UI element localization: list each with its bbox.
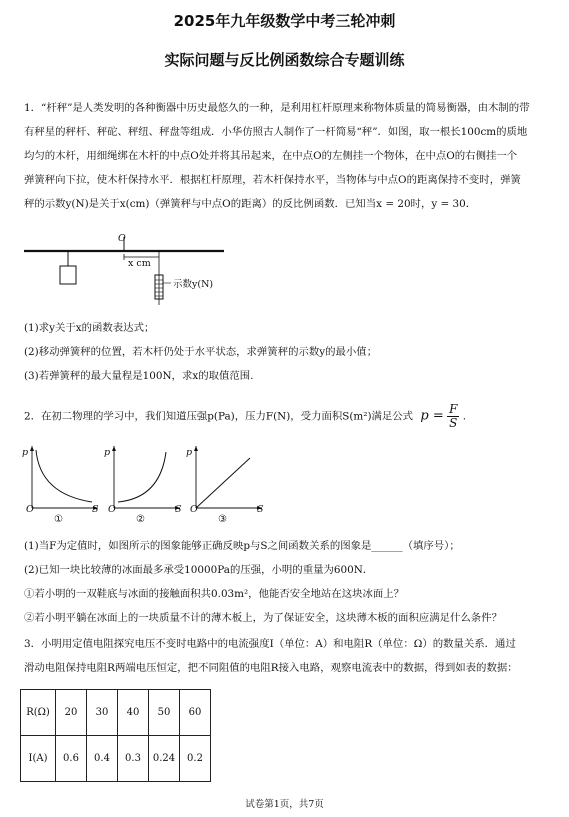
q3-line: 3．小明用定值电阻探究电压不变时电路中的电流强度I（单位：A）和电阻R（单位：Ω）的数量关系．通过	[24, 638, 516, 650]
q3-line: 滑动电阻保持电阻R两端电压恒定，把不同阻值的电阻R接入电路，观察电流表中的数据，得到如表的数据：	[24, 662, 518, 674]
q1-part-1: (1)求y关于x的函数表达式；	[24, 322, 155, 334]
q2-intro-text: 2．在初二物理的学习中，我们知道压强p(Pa)，压力F(N)，受力面积S(m²)满足公式	[24, 410, 414, 423]
q2-part-2a: ①若小明的一双鞋底与冰面的接触面积共0.03m²，他能否安全地站在这块冰面上？	[24, 588, 405, 600]
q2-part-1: (1)当F为定值时，如图所示的图象能够正确反映p与S之间函数关系的图象是______（填序号）；	[24, 540, 460, 552]
q2-part-2b: ②若小明平躺在冰面上的一块质量不计的薄木板上，为了保证安全，这块薄木板的面积应满足什么条件？	[24, 612, 502, 624]
graph-3-y: p	[186, 447, 193, 458]
q1-line: 均匀的木杆，用细绳绑在木杆的中点O处并将其吊起来，在中点O的左侧挂一个物体，在中点O的右侧挂一个	[24, 150, 518, 162]
q1-line: 1．“杆秤”是人类发明的各种衡器中历史最悠久的一种，是利用杠杆原理来称物体质量的简易衡器，由木制的带	[24, 102, 530, 114]
q1-line: 秤的示数y(N)是关于x(cm)（弹簧秤与中点O的距离）的反比例函数．已知当x = 20时，y = 30．	[24, 198, 477, 210]
pivot-o-label: O	[118, 233, 126, 244]
steelyard-figure	[24, 233, 254, 313]
q1-part-2: (2)移动弹簧秤的位置，若木杆仍处于水平状态，求弹簧秤的示数y的最小值；	[24, 346, 378, 358]
q1-line: 有秤星的秤杆、秤砣、秤纽、秤盘等组成．小华仿照古人制作了一杆简易“秤”．如图，取一根长100cm的质地	[24, 126, 528, 138]
pressure-formula	[420, 403, 466, 430]
table-row	[21, 736, 211, 782]
table-cell: 60	[180, 690, 211, 736]
table-cell: 0.2	[180, 736, 211, 782]
table-cell: 0.6	[56, 736, 87, 782]
table-row	[21, 690, 211, 736]
question-3-text	[24, 632, 552, 680]
table-cell: 30	[87, 690, 118, 736]
graph-3-caption: ③	[218, 514, 227, 525]
table-cell: 50	[149, 690, 180, 736]
question-1-parts	[24, 316, 552, 388]
table-cell: 0.4	[87, 736, 118, 782]
table-cell: R(Ω)	[21, 690, 56, 736]
page-subtitle: 实际问题与反比例函数综合专题训练	[164, 51, 405, 69]
question-2-intro	[24, 403, 552, 430]
q1-line: 弹簧秤向下拉，使木杆保持水平．根据杠杆原理，若木杆保持水平，当物体与中点O的距离保持不变时，弹簧	[24, 174, 521, 186]
graph-2-y: p	[104, 447, 111, 458]
formula-end: .	[462, 410, 467, 423]
graph-1-origin: O	[26, 504, 34, 515]
formula-lhs: p =	[420, 408, 444, 424]
graph-1-caption: ①	[54, 514, 63, 525]
distance-x-label: x cm	[128, 258, 151, 269]
table-cell: 0.24	[149, 736, 180, 782]
table-cell: 0.3	[118, 736, 149, 782]
graph-3-origin: O	[190, 504, 198, 515]
table-cell: 40	[118, 690, 149, 736]
question-2-parts	[24, 534, 552, 630]
graph-2-caption: ②	[136, 514, 145, 525]
question-1-text	[24, 96, 552, 216]
table-cell: I(A)	[21, 736, 56, 782]
formula-numerator: F	[449, 402, 458, 416]
graph-1-x: S	[92, 504, 99, 515]
reading-label: 示数y(N)	[173, 279, 214, 290]
graph-2-origin: O	[108, 504, 116, 515]
q1-part-3: (3)若弹簧秤的最大量程是100N，求x的取值范围.	[24, 370, 254, 382]
graph-3-x: S	[257, 504, 264, 515]
q2-part-2: (2)已知一块比较薄的冰面最多承受10000Pa的压强，小明的重量为600N．	[24, 564, 374, 576]
page-footer: 试卷第1页，共7页	[245, 799, 324, 810]
formula-fraction	[447, 403, 459, 430]
table-cell: 20	[56, 690, 87, 736]
resistance-current-table	[20, 689, 211, 782]
formula-denominator: S	[449, 416, 458, 430]
page-title: 2025年九年级数学中考三轮冲刺	[173, 12, 396, 30]
graph-2-x: S	[175, 504, 182, 515]
graph-1-y: p	[22, 447, 29, 458]
